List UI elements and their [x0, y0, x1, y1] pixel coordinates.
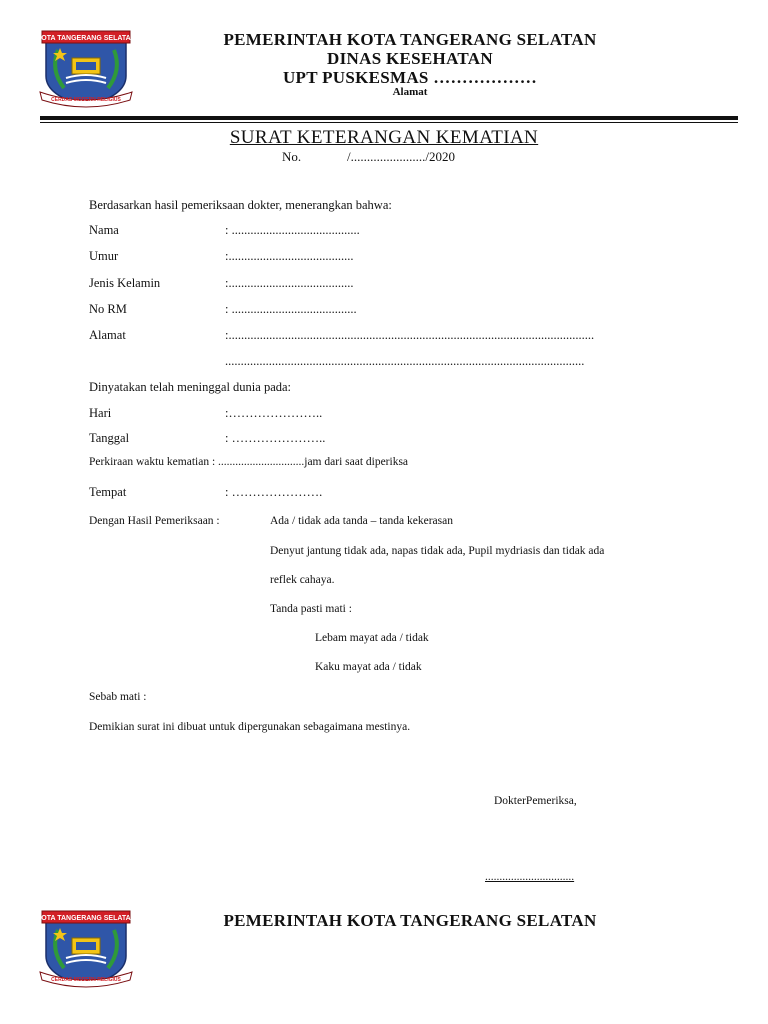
field-label-hari: Hari — [89, 406, 112, 420]
field-value-tempat: : …………………. — [225, 485, 323, 499]
exam-livor-mortis: Lebam mayat ada / tidak — [315, 632, 429, 644]
city-emblem-icon — [36, 908, 136, 988]
estimated-time-of-death: Perkiraan waktu kematian : ..............................jam dari saat diperiksa — [89, 456, 409, 468]
field-value-tanggal: : ………………….. — [225, 431, 326, 445]
field-label-no-rm: No RM — [89, 302, 127, 316]
field-label-alamat: Alamat — [89, 328, 126, 342]
field-label-tanggal: Tanggal — [89, 431, 130, 445]
city-logo-next-page — [36, 908, 136, 988]
field-value-hari: :………………….. — [225, 406, 323, 420]
field-value-no-rm: : ........................................ — [225, 302, 357, 316]
field-label-nama: Nama — [89, 223, 119, 237]
header-address: Alamat — [392, 86, 428, 98]
logo-banner-text: KOTA TANGERANG SELATAN — [36, 915, 136, 922]
header-government: PEMERINTAH KOTA TANGERANG SELATAN — [223, 30, 597, 49]
header-rule-thin — [40, 122, 738, 123]
exam-light-reflex: reflek cahaya. — [270, 574, 335, 586]
signature-line: ............................... — [485, 871, 575, 883]
logo-ribbon-text: CERDAS MODERN RELIGIUS — [51, 977, 121, 983]
exam-definite-signs: Tanda pasti mati : — [270, 603, 352, 615]
closing-statement: Demikian surat ini dibuat untuk dipergunakan sebagaimana mestinya. — [89, 721, 411, 733]
field-value-nama: : ......................................... — [225, 223, 360, 237]
field-value-jenis-kelamin: :........................................ — [225, 276, 354, 290]
document-title: SURAT KETERANGAN KEMATIAN — [229, 127, 539, 148]
header-rule-thick — [40, 116, 738, 120]
footer-header-government: PEMERINTAH KOTA TANGERANG SELATAN — [223, 911, 597, 930]
field-value-umur: :........................................ — [225, 249, 354, 263]
exam-vital-signs: Denyut jantung tidak ada, napas tidak ada, Pupil mydriasis dan tidak ada — [270, 545, 605, 557]
exam-label: Dengan Hasil Pemeriksaan : — [89, 515, 220, 527]
city-logo — [36, 28, 136, 108]
exam-rigor-mortis: Kaku mayat ada / tidak — [315, 661, 422, 673]
city-emblem-icon — [36, 28, 136, 108]
death-intro: Dinyatakan telah meninggal dunia pada: — [89, 380, 292, 394]
field-value-alamat-line2: ................................................................................................................... — [225, 354, 585, 368]
intro-text: Berdasarkan hasil pemeriksaan dokter, menerangkan bahwa: — [89, 198, 392, 212]
cause-of-death-label: Sebab mati : — [89, 691, 147, 703]
header-department: DINAS KESEHATAN — [327, 49, 493, 68]
signature-title: DokterPemeriksa, — [494, 795, 577, 807]
field-label-jenis-kelamin: Jenis Kelamin — [89, 276, 161, 290]
field-label-umur: Umur — [89, 249, 119, 263]
number-value: /......................./2020 — [347, 149, 455, 164]
exam-violence-signs: Ada / tidak ada tanda – tanda kekerasan — [270, 515, 453, 527]
field-label-tempat: Tempat — [89, 485, 127, 499]
field-value-alamat: :..................................................................................................................... — [225, 328, 595, 342]
logo-banner-text: KOTA TANGERANG SELATAN — [36, 35, 136, 42]
header-puskesmas: UPT PUSKESMAS ……………… — [282, 68, 538, 87]
logo-ribbon-text: CERDAS MODERN RELIGIUS — [51, 97, 121, 103]
number-label: No. — [282, 149, 302, 164]
